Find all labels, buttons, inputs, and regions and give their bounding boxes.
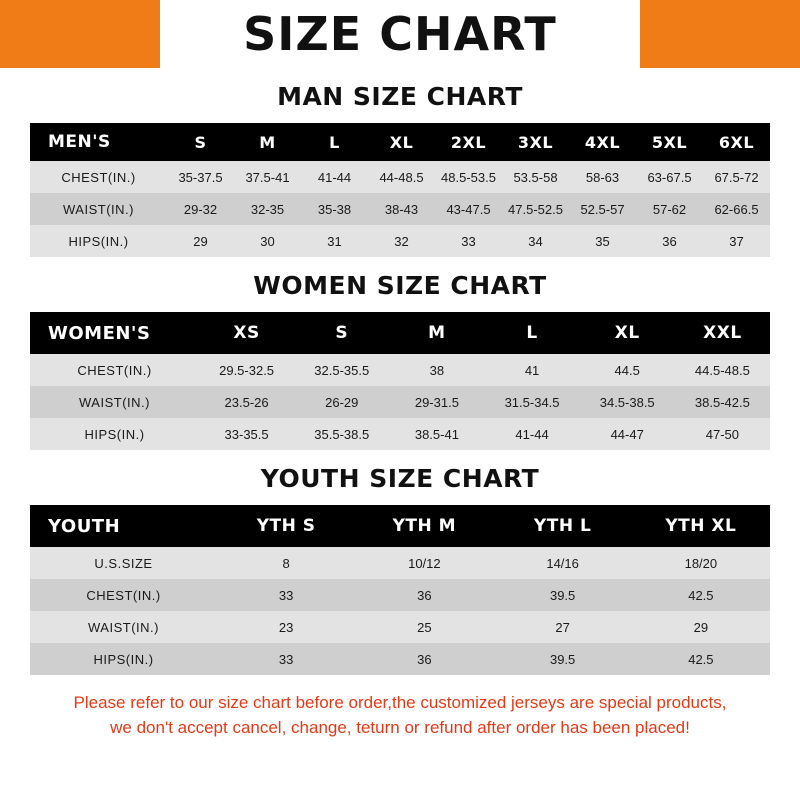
table-header-row [30, 312, 770, 354]
cell: 30 [234, 225, 301, 257]
row-label: CHEST(IN.) [30, 161, 167, 193]
page-title: SIZE CHART [243, 7, 557, 61]
header-cell-label: YOUTH [30, 505, 217, 547]
cell: 10/12 [355, 547, 493, 579]
cell: 44-47 [580, 418, 675, 450]
header-cell-label: MEN'S [30, 123, 167, 161]
cell: 14/16 [494, 547, 632, 579]
table-row [30, 547, 770, 579]
section-title-youth: YOUTH SIZE CHART [260, 464, 540, 493]
header-cell-s: S [294, 312, 389, 354]
row-label: WAIST(IN.) [30, 611, 217, 643]
cell: 23 [217, 611, 355, 643]
header-cell-s: S [167, 123, 234, 161]
row-label: HIPS(IN.) [30, 643, 217, 675]
cell: 39.5 [494, 643, 632, 675]
header-cell-m: M [234, 123, 301, 161]
table-row [30, 193, 770, 225]
header-cell-l: L [301, 123, 368, 161]
cell: 35 [569, 225, 636, 257]
table-row [30, 611, 770, 643]
section-title-women: WOMEN SIZE CHART [253, 271, 547, 300]
footer-note [0, 691, 800, 740]
header-cell-6xl: 6XL [703, 123, 770, 161]
cell: 29-32 [167, 193, 234, 225]
row-label: CHEST(IN.) [30, 354, 199, 386]
cell: 34.5-38.5 [580, 386, 675, 418]
cell: 62-66.5 [703, 193, 770, 225]
section-youth [0, 464, 800, 675]
cell: 31 [301, 225, 368, 257]
cell: 52.5-57 [569, 193, 636, 225]
header-cell-label: WOMEN'S [30, 312, 199, 354]
cell: 35.5-38.5 [294, 418, 389, 450]
man-size-table [30, 123, 770, 257]
table-row [30, 418, 770, 450]
cell: 37 [703, 225, 770, 257]
cell: 38-43 [368, 193, 435, 225]
women-size-table [30, 312, 770, 450]
table-header-row [30, 123, 770, 161]
table-row [30, 161, 770, 193]
cell: 26-29 [294, 386, 389, 418]
header-cell-xl: XL [368, 123, 435, 161]
cell: 25 [355, 611, 493, 643]
cell: 29.5-32.5 [199, 354, 294, 386]
header-cell-xs: XS [199, 312, 294, 354]
cell: 31.5-34.5 [484, 386, 579, 418]
cell: 29-31.5 [389, 386, 484, 418]
row-label: HIPS(IN.) [30, 225, 167, 257]
cell: 33 [217, 579, 355, 611]
cell: 42.5 [632, 579, 770, 611]
cell: 32.5-35.5 [294, 354, 389, 386]
cell: 33 [435, 225, 502, 257]
cell: 41-44 [484, 418, 579, 450]
row-label: HIPS(IN.) [30, 418, 199, 450]
header-cell-2xl: 2XL [435, 123, 502, 161]
cell: 63-67.5 [636, 161, 703, 193]
section-man [0, 82, 800, 257]
cell: 32-35 [234, 193, 301, 225]
header-cell-yth-xl: YTH XL [632, 505, 770, 547]
header-cell-5xl: 5XL [636, 123, 703, 161]
cell: 43-47.5 [435, 193, 502, 225]
cell: 47.5-52.5 [502, 193, 569, 225]
cell: 44-48.5 [368, 161, 435, 193]
cell: 36 [355, 579, 493, 611]
header-cell-xl: XL [580, 312, 675, 354]
cell: 29 [632, 611, 770, 643]
cell: 41 [484, 354, 579, 386]
charts-container [0, 68, 800, 740]
row-label: WAIST(IN.) [30, 386, 199, 418]
row-label: CHEST(IN.) [30, 579, 217, 611]
footer-line-2: we don't accept cancel, change, teturn or refund after order has been placed! [110, 717, 690, 737]
section-women [0, 271, 800, 450]
header-cell-yth-l: YTH L [494, 505, 632, 547]
cell: 41-44 [301, 161, 368, 193]
cell: 38 [389, 354, 484, 386]
cell: 39.5 [494, 579, 632, 611]
table-row [30, 354, 770, 386]
cell: 18/20 [632, 547, 770, 579]
cell: 37.5-41 [234, 161, 301, 193]
table-row [30, 386, 770, 418]
cell: 32 [368, 225, 435, 257]
table-row [30, 579, 770, 611]
cell: 35-38 [301, 193, 368, 225]
footer-line-1: Please refer to our size chart before order,the customized jerseys are special products, [73, 693, 727, 712]
cell: 29 [167, 225, 234, 257]
cell: 44.5-48.5 [675, 354, 770, 386]
cell: 27 [494, 611, 632, 643]
cell: 38.5-41 [389, 418, 484, 450]
row-label: U.S.SIZE [30, 547, 217, 579]
cell: 67.5-72 [703, 161, 770, 193]
cell: 47-50 [675, 418, 770, 450]
cell: 58-63 [569, 161, 636, 193]
cell: 8 [217, 547, 355, 579]
cell: 34 [502, 225, 569, 257]
header-cell-3xl: 3XL [502, 123, 569, 161]
cell: 35-37.5 [167, 161, 234, 193]
table-header-row [30, 505, 770, 547]
cell: 33 [217, 643, 355, 675]
cell: 53.5-58 [502, 161, 569, 193]
header-cell-xxl: XXL [675, 312, 770, 354]
youth-size-table [30, 505, 770, 675]
table-row [30, 225, 770, 257]
cell: 36 [355, 643, 493, 675]
header-cell-l: L [484, 312, 579, 354]
row-label: WAIST(IN.) [30, 193, 167, 225]
cell: 57-62 [636, 193, 703, 225]
header-cell-yth-m: YTH M [355, 505, 493, 547]
header-cell-yth-s: YTH S [217, 505, 355, 547]
cell: 33-35.5 [199, 418, 294, 450]
cell: 36 [636, 225, 703, 257]
header-cell-4xl: 4XL [569, 123, 636, 161]
table-row [30, 643, 770, 675]
section-title-man: MAN SIZE CHART [277, 82, 523, 111]
cell: 23.5-26 [199, 386, 294, 418]
cell: 38.5-42.5 [675, 386, 770, 418]
header-cell-m: M [389, 312, 484, 354]
cell: 44.5 [580, 354, 675, 386]
cell: 42.5 [632, 643, 770, 675]
cell: 48.5-53.5 [435, 161, 502, 193]
